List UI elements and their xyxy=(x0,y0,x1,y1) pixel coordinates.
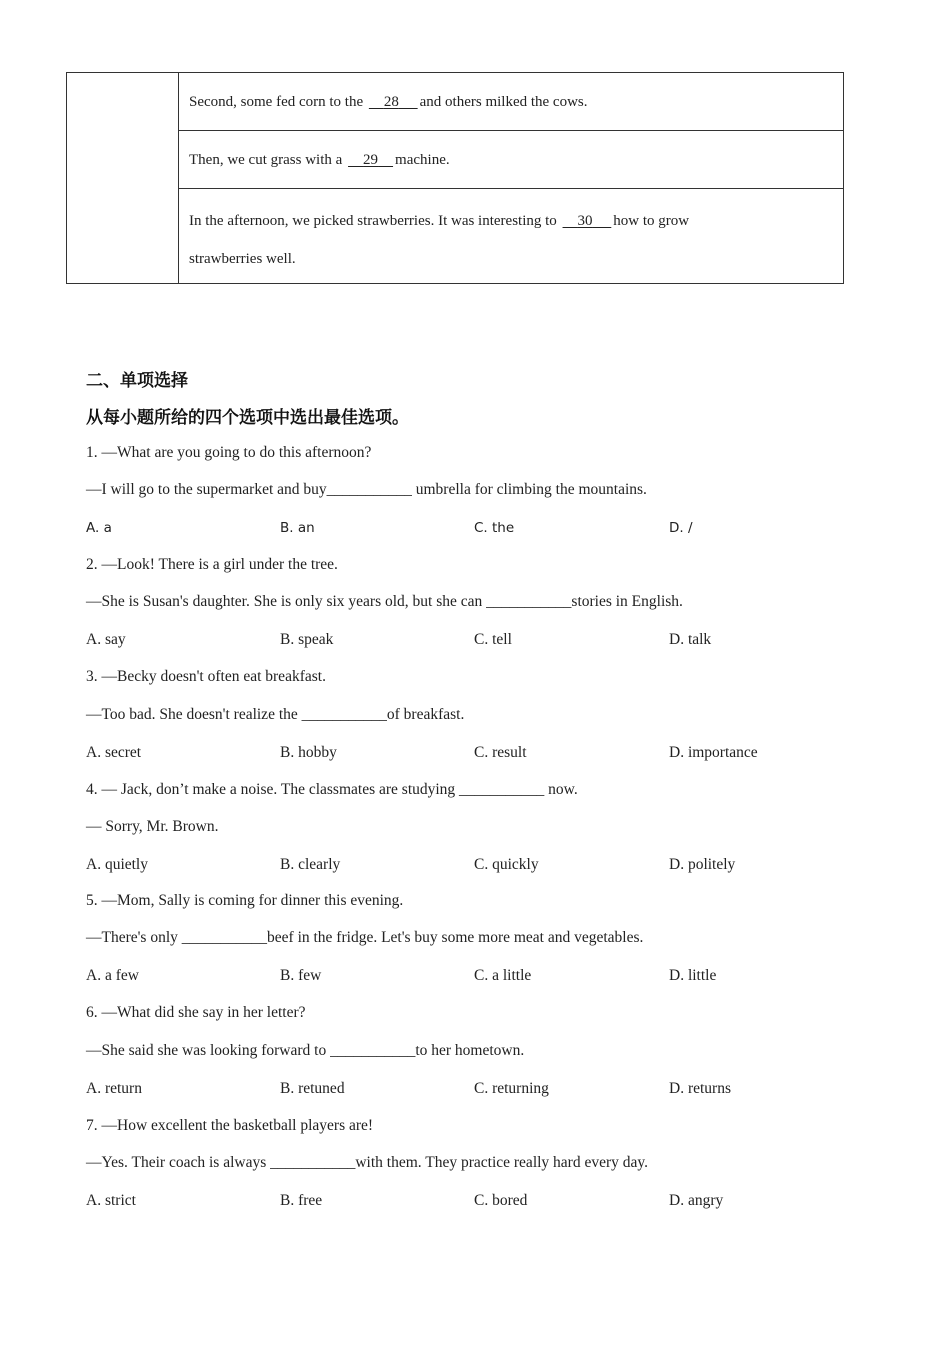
q4-option-c[interactable]: C. quickly xyxy=(474,856,539,873)
row-text-before: In the afternoon, we picked strawberries. It was interesting to xyxy=(189,213,561,229)
question-2-reply: —She is Susan's daughter. She is only six years old, but she can ___________stories in English. xyxy=(86,593,683,610)
question-6-prompt: 6. —What did she say in her letter? xyxy=(86,1004,306,1021)
activity-table xyxy=(66,72,844,284)
q2-option-a[interactable]: A. say xyxy=(86,631,126,648)
q5-option-c[interactable]: C. a little xyxy=(474,967,532,984)
q5-option-d[interactable]: D. little xyxy=(669,967,717,984)
blank-28[interactable]: 28 xyxy=(383,94,399,110)
row-text-after: machine. xyxy=(395,152,450,168)
q4-option-a[interactable]: A. quietly xyxy=(86,856,148,873)
blank-30[interactable]: 30 xyxy=(577,213,593,229)
question-2-prompt: 2. —Look! There is a girl under the tree. xyxy=(86,556,338,573)
q2-option-d[interactable]: D. talk xyxy=(669,631,712,648)
section-instruction: 从每小题所给的四个选项中选出最佳选项。 xyxy=(86,408,409,428)
question-4-reply: — Sorry, Mr. Brown. xyxy=(86,818,219,835)
question-6-reply: —She said she was looking forward to ___________to her hometown. xyxy=(86,1042,525,1059)
question-3-reply: —Too bad. She doesn't realize the ___________of breakfast. xyxy=(86,706,465,723)
q4-option-b[interactable]: B. clearly xyxy=(280,856,341,873)
q2-option-b[interactable]: B. speak xyxy=(280,631,334,648)
question-5-reply: —There's only ___________beef in the fridge. Let's buy some more meat and vegetables. xyxy=(86,929,644,946)
q6-option-d[interactable]: D. returns xyxy=(669,1080,731,1097)
blank-29[interactable]: 29 xyxy=(363,152,379,168)
row-text-before: Second, some fed corn to the xyxy=(189,94,367,110)
q6-option-c[interactable]: C. returning xyxy=(474,1080,549,1097)
q3-option-d[interactable]: D. importance xyxy=(669,744,758,761)
question-7-reply: —Yes. Their coach is always ___________with them. They practice really hard every day. xyxy=(86,1154,649,1171)
q1-option-b[interactable]: B. an xyxy=(280,520,315,536)
q5-option-b[interactable]: B. few xyxy=(280,967,322,984)
q3-option-a[interactable]: A. secret xyxy=(86,744,142,761)
q7-option-b[interactable]: B. free xyxy=(280,1192,323,1209)
question-1-prompt: 1. —What are you going to do this afternoon? xyxy=(86,444,372,461)
q3-option-c[interactable]: C. result xyxy=(474,744,527,761)
table-row xyxy=(179,131,843,189)
table-left-cell xyxy=(67,73,179,283)
question-4-prompt: 4. — Jack, don’t make a noise. The classmates are studying ___________ now. xyxy=(86,781,578,798)
table-row xyxy=(179,189,843,283)
question-5-prompt: 5. —Mom, Sally is coming for dinner this evening. xyxy=(86,892,404,909)
q2-option-c[interactable]: C. tell xyxy=(474,631,512,648)
question-7-prompt: 7. —How excellent the basketball players are! xyxy=(86,1117,374,1134)
q1-option-c[interactable]: C. the xyxy=(474,520,515,536)
section-title: 二、单项选择 xyxy=(86,371,188,391)
q1-option-a[interactable]: A. a xyxy=(86,520,112,536)
row-text-before: Then, we cut grass with a xyxy=(189,152,347,168)
question-3-prompt: 3. —Becky doesn't often eat breakfast. xyxy=(86,668,326,685)
q4-option-d[interactable]: D. politely xyxy=(669,856,736,873)
q7-option-a[interactable]: A. strict xyxy=(86,1192,136,1209)
q6-option-b[interactable]: B. retuned xyxy=(280,1080,345,1097)
q5-option-a[interactable]: A. a few xyxy=(86,967,139,984)
q3-option-b[interactable]: B. hobby xyxy=(280,744,337,761)
q7-option-d[interactable]: D. angry xyxy=(669,1192,724,1209)
q6-option-a[interactable]: A. return xyxy=(86,1080,142,1097)
row-text-after: how to grow xyxy=(613,213,690,229)
q1-option-d[interactable]: D. / xyxy=(669,520,693,536)
question-1-reply: —I will go to the supermarket and buy___________ umbrella for climbing the mountains. xyxy=(86,481,647,498)
q7-option-c[interactable]: C. bored xyxy=(474,1192,528,1209)
table-row xyxy=(179,73,843,131)
row-text-after: and others milked the cows. xyxy=(419,94,588,110)
row-text-continuation: strawberries well. xyxy=(189,251,296,267)
